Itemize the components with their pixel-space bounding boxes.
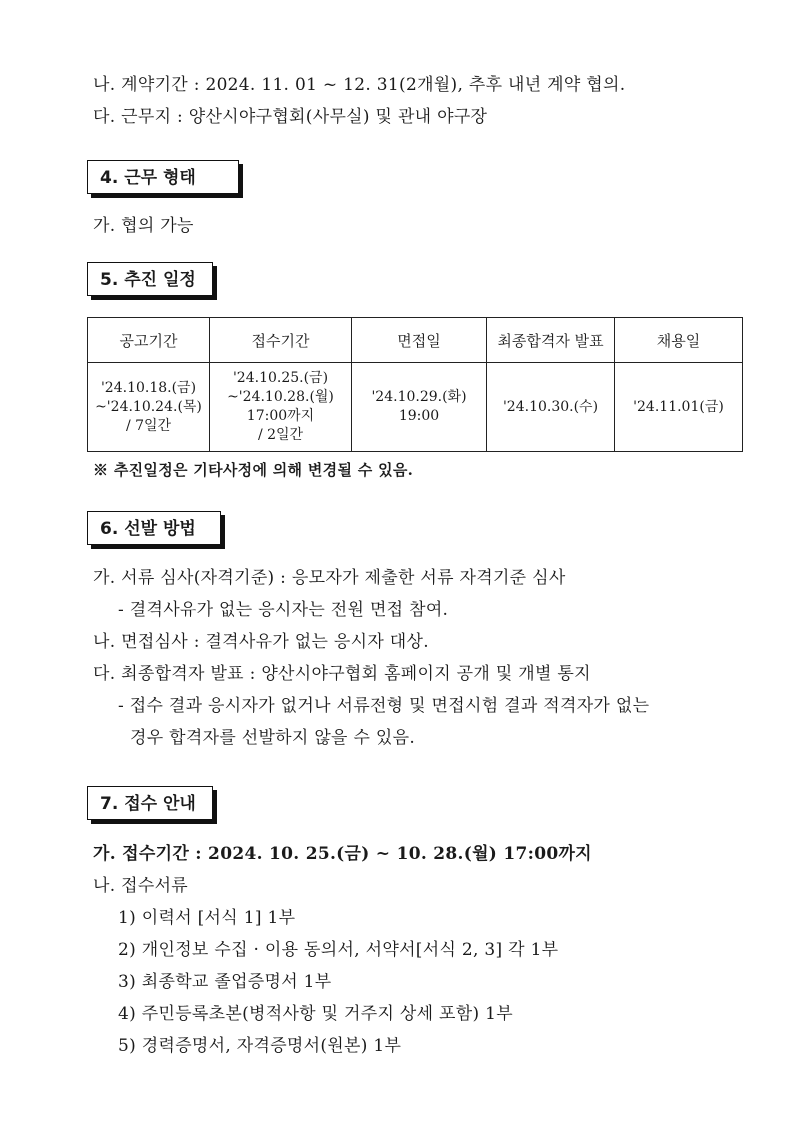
cell-interview xyxy=(352,363,487,452)
header-hire-date: 채용일 xyxy=(615,318,743,363)
cell-line: / 2일간 xyxy=(257,427,304,443)
document-item: 3) 최종학교 졸업증명서 1부 xyxy=(118,972,332,992)
schedule-header-row xyxy=(88,318,743,363)
section6-line: 나. 면접심사 : 결격사유가 없는 응시자 대상. xyxy=(93,632,429,652)
document-item: 1) 이력서 [서식 1] 1부 xyxy=(118,908,296,928)
document-item: 5) 경력증명서, 자격증명서(원본) 1부 xyxy=(118,1036,402,1056)
header-final-result: 최종합격자 발표 xyxy=(487,318,615,363)
document-item: 4) 주민등록초본(병적사항 및 거주지 상세 포함) 1부 xyxy=(118,1004,513,1024)
schedule-data-row xyxy=(88,363,743,452)
cell-line: 19:00 xyxy=(398,408,440,424)
section6-line: 경우 합격자를 선발하지 않을 수 있음. xyxy=(130,728,416,748)
section6-line: 다. 최종합격자 발표 : 양산시야구협회 홈페이지 공개 및 개별 통지 xyxy=(93,664,591,684)
cell-line: / 7일간 xyxy=(125,417,172,434)
header-interview: 면접일 xyxy=(352,318,487,363)
cell-line: '24.10.25.(금) xyxy=(232,370,329,386)
contract-period-text: 나. 계약기간 : 2024. 11. 01 ~ 12. 31(2개월), 추후 내년 계약 협의. xyxy=(93,75,626,95)
section4-item: 가. 협의 가능 xyxy=(93,216,194,236)
header-application: 접수기간 xyxy=(210,318,352,363)
section6-line: 가. 서류 심사(자격기준) : 응모자가 제출한 서류 자격기준 심사 xyxy=(93,568,566,588)
header-announcement: 공고기간 xyxy=(88,318,210,363)
cell-announcement xyxy=(88,363,210,452)
application-period: 가. 접수기간 : 2024. 10. 25.(금) ~ 10. 28.(월) 17:00까지 xyxy=(93,844,592,864)
cell-line: '24.11.01(금) xyxy=(633,398,724,415)
cell-line: ~'24.10.28.(월) xyxy=(227,389,334,405)
cell-hire-date xyxy=(615,363,743,452)
documents-label: 나. 접수서류 xyxy=(93,876,189,896)
cell-line: '24.10.29.(화) xyxy=(371,389,467,405)
cell-line: ~'24.10.24.(목) xyxy=(95,398,202,415)
section6-line: - 접수 결과 응시자가 없거나 서류전형 및 면접시험 결과 적격자가 없는 xyxy=(118,696,650,716)
section6-line: - 결격사유가 없는 응시자는 전원 면접 참여. xyxy=(118,600,449,620)
document-item: 2) 개인정보 수집 · 이용 동의서, 서약서[서식 2, 3] 각 1부 xyxy=(118,940,559,960)
section6-heading: 6. 선발 방법 xyxy=(87,511,221,545)
cell-application xyxy=(210,363,352,452)
cell-line: '24.10.30.(수) xyxy=(502,398,599,415)
cell-final-result xyxy=(487,363,615,452)
section5-heading: 5. 추진 일정 xyxy=(87,262,213,296)
schedule-table xyxy=(87,317,743,452)
section4-heading: 4. 근무 형태 xyxy=(87,160,239,194)
cell-line: '24.10.18.(금) xyxy=(100,379,197,396)
schedule-note: ※ 추진일정은 기타사정에 의해 변경될 수 있음. xyxy=(93,461,414,479)
workplace-text: 다. 근무지 : 양산시야구협회(사무실) 및 관내 야구장 xyxy=(93,107,488,127)
cell-line: 17:00까지 xyxy=(246,408,315,424)
section7-heading: 7. 접수 안내 xyxy=(87,786,213,820)
